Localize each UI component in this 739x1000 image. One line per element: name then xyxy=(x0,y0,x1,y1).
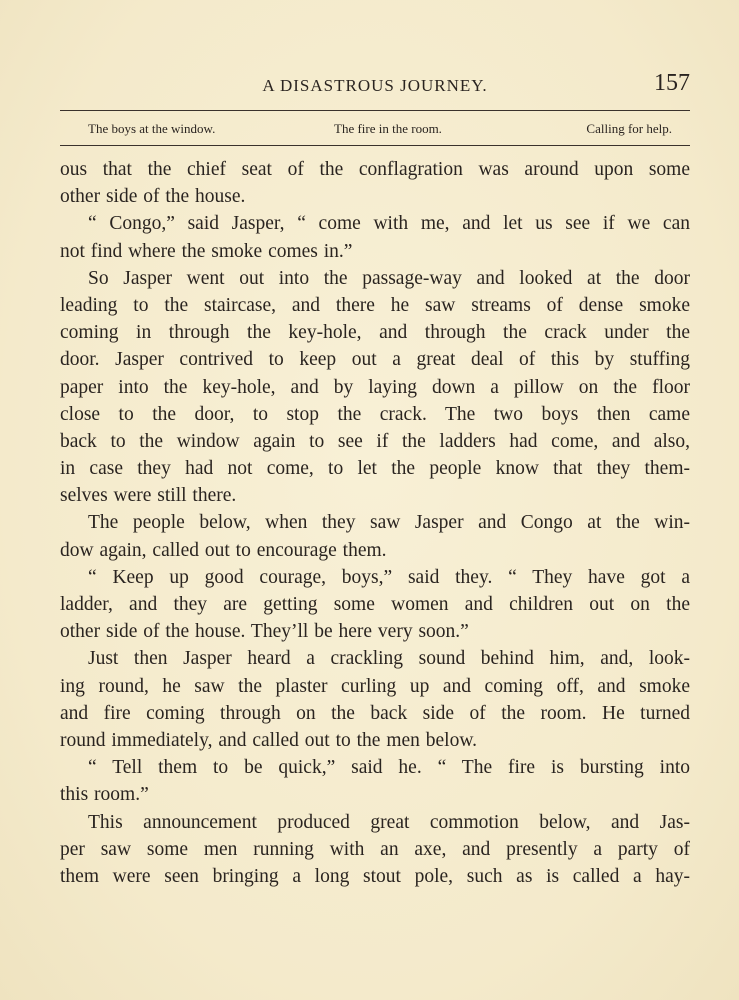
text-line: The people below, when they saw Jasper and Congo at the win- xyxy=(88,512,690,534)
text-line: This announcement produced great commotion below, and Jas- xyxy=(88,811,690,833)
text-line: ladder, and they are getting some women and children out on the xyxy=(60,594,690,615)
text-line: in case they had not come, to let the people know that they them- xyxy=(60,458,690,480)
running-title: A DISASTROUS JOURNEY. xyxy=(262,76,488,95)
subhead-fire-in-room: The fire in the room. xyxy=(334,121,442,136)
text-line: other side of the house. xyxy=(60,186,246,208)
subhead-boys-at-window: The boys at the window. xyxy=(88,121,216,136)
header-rule-bottom xyxy=(60,145,690,146)
body-text xyxy=(60,156,690,890)
subhead-calling-for-help: Calling for help. xyxy=(586,121,672,136)
text-line: round immediately, and called out to the men below. xyxy=(60,729,478,751)
text-line: So Jasper went out into the passage-way and looked at the door xyxy=(88,267,690,289)
text-line: back to the window again to see if the ladders had come, and also, xyxy=(60,430,690,452)
running-head xyxy=(60,70,690,102)
text-line: selves were still there. xyxy=(60,485,237,507)
text-line: other side of the house. They’ll be here very soon.” xyxy=(60,621,469,643)
text-line: per saw some men running with an axe, and presently a party of xyxy=(60,838,690,860)
text-line: paper into the key-hole, and by laying down a pillow on the floor xyxy=(60,376,690,398)
page-number: 157 xyxy=(654,70,690,96)
text-line: Just then Jasper heard a crackling sound behind him, and, look- xyxy=(88,648,690,670)
text-line: this room.” xyxy=(60,784,149,806)
text-line: leading to the staircase, and there he saw streams of dense smoke xyxy=(60,294,690,316)
text-line: coming in through the key-hole, and through the crack under the xyxy=(60,322,690,344)
text-line: “ Tell them to be quick,” said he. “ The fire is bursting into xyxy=(88,757,690,779)
text-line: and fire coming through on the back side of the room. He turned xyxy=(60,702,690,724)
text-line: them were seen bringing a long stout pole, such as is called a hay- xyxy=(60,865,690,887)
header-rule-top xyxy=(60,110,690,111)
text-line: “ Congo,” said Jasper, “ come with me, and let us see if we can xyxy=(88,213,690,235)
text-line: door. Jasper contrived to keep out a great deal of this by stuffing xyxy=(60,349,690,371)
text-line: ous that the chief seat of the conflagration was around upon some xyxy=(60,159,690,180)
text-line: “ Keep up good courage, boys,” said they. “ They have got a xyxy=(88,566,690,588)
text-line: ing round, he saw the plaster curling up and coming off, and smoke xyxy=(60,675,690,697)
text-line: dow again, called out to encourage them. xyxy=(60,539,387,561)
section-subheads xyxy=(88,121,672,139)
text-line: not find where the smoke comes in.” xyxy=(60,240,353,262)
text-line: close to the door, to stop the crack. The two boys then came xyxy=(60,403,690,425)
